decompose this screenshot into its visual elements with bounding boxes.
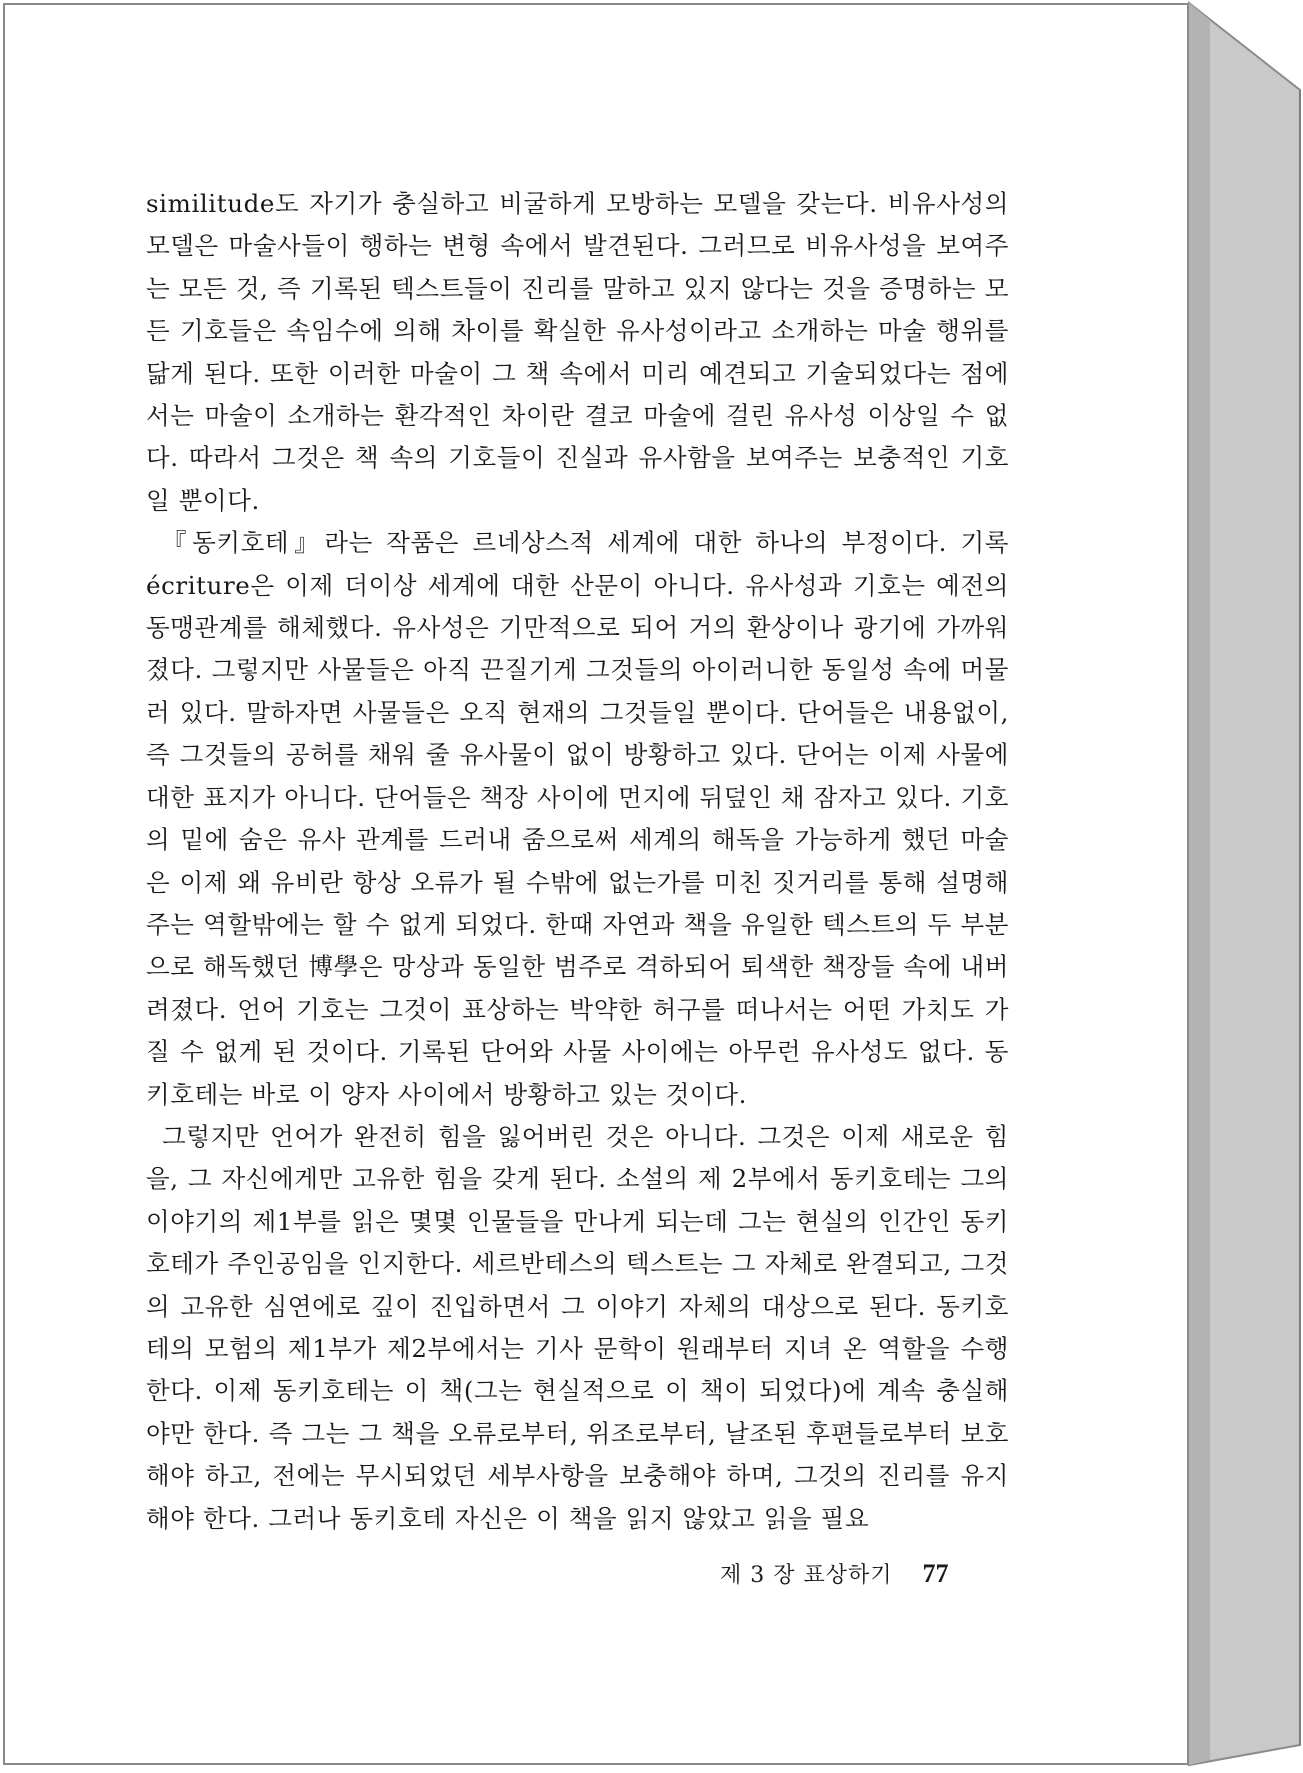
chapter-title: 제 3 장 표상하기 (720, 1563, 893, 1588)
page-number: 77 (922, 1559, 949, 1588)
running-footer (720, 1558, 1020, 1589)
paragraph-2: 『동키호테』라는 작품은 르네상스적 세계에 대한 하나의 부정이다. 기록 écriture은 이제 더이상 세계에 대한 산문이 아니다. 유사성과 기호는 예전의 동맹관계를 해체했다. 유사성은 기만적으로 되어 거의 환상이나 광기에 가까워졌다. 그렇지만 사물들은 아직 끈질기게 그것들의 아이러니한 동일성 속에 머물러 있다. 말하자면 사물들은 오직 현재의 그것들일 뿐이다. 단어들은 내용없이, 즉 그것들의 공허를 채워 줄 유사물이 없이 방황하고 있다. 단어는 이제 사물에 대한 표지가 아니다. 단어들은 책장 사이에 먼지에 뒤덮인 채 잠자고 있다. 기호의 밑에 숨은 유사 관계를 드러내 줌으로써 세계의 해독을 가능하게 했던 마술은 이제 왜 유비란 항상 오류가 될 수밖에 없는가를 미친 짓거리를 통해 설명해 주는 역할밖에는 할 수 없게 되었다. 한때 자연과 책을 유일한 텍스트의 두 부분으로 해독했던 博學은 망상과 동일한 범주로 격하되어 퇴색한 책장들 속에 내버려졌다. 언어 기호는 그것이 표상하는 박약한 허구를 떠나서는 어떤 가치도 가질 수 없게 된 것이다. 기록된 단어와 사물 사이에는 아무런 유사성도 없다. 동키호테는 바로 이 양자 사이에서 방황하고 있는 것이다. (146, 528, 1009, 1109)
page-body-text (146, 183, 1009, 1540)
paragraph-1: similitude도 자기가 충실하고 비굴하게 모방하는 모델을 갖는다. 비유사성의 모델은 마술사들이 행하는 변형 속에서 발견된다. 그러므로 비유사성을 보여주는 모든 것, 즉 기록된 텍스트들이 진리를 말하고 있지 않다는 것을 증명하는 모든 기호들은 속임수에 의해 차이를 확실한 유사성이라고 소개하는 마술 행위를 닮게 된다. 또한 이러한 마술이 그 책 속에서 미리 예견되고 기술되었다는 점에서는 마술이 소개하는 환각적인 차이란 결코 마술에 걸린 유사성 이상일 수 없다. 따라서 그것은 책 속의 기호들이 진실과 유사함을 보여주는 보충적인 기호일 뿐이다. (146, 189, 1009, 515)
paragraph-3: 그렇지만 언어가 완전히 힘을 잃어버린 것은 아니다. 그것은 이제 새로운 힘을, 그 자신에게만 고유한 힘을 갖게 된다. 소설의 제 2부에서 동키호테는 그의 이야기의 제1부를 읽은 몇몇 인물들을 만나게 되는데 그는 현실의 인간인 동키호테가 주인공임을 인지한다. 세르반테스의 텍스트는 그 자체로 완결되고, 그것의 고유한 심연에로 깊이 진입하면서 그 이야기 자체의 대상으로 된다. 동키호테의 모험의 제1부가 제2부에서는 기사 문학이 원래부터 지녀 온 역할을 수행한다. 이제 동키호테는 이 책(그는 현실적으로 이 책이 되었다)에 계속 충실해야만 한다. 즉 그는 그 책을 오류로부터, 위조로부터, 날조된 후편들로부터 보호해야 하고, 전에는 무시되었던 세부사항을 보충해야 하며, 그것의 진리를 유지해야 한다. 그러나 동키호테 자신은 이 책을 읽지 않았고 읽을 필요 (146, 1121, 1009, 1533)
